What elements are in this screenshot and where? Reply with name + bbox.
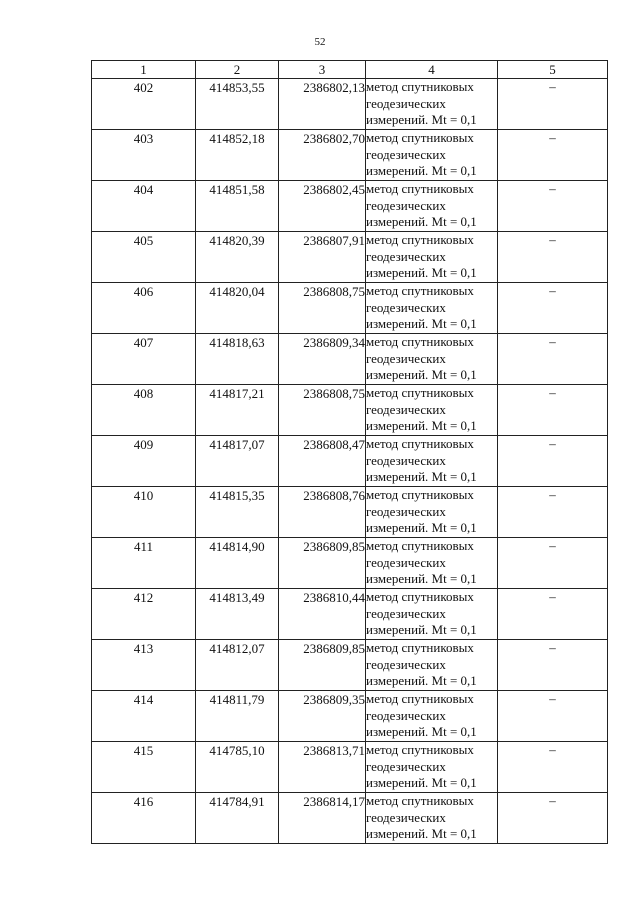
- method-line: метод спутниковых: [366, 538, 474, 553]
- column-header-3: 3: [279, 61, 366, 79]
- note-cell: –: [498, 130, 608, 181]
- method-line: метод спутниковых: [366, 487, 474, 502]
- note-cell: –: [498, 181, 608, 232]
- method-line: измерений. Mt = 0,1: [366, 316, 477, 331]
- coordinate-y: 2386814,17: [279, 793, 366, 844]
- method-line: метод спутниковых: [366, 436, 474, 451]
- method-line: метод спутниковых: [366, 691, 474, 706]
- method-line: измерений. Mt = 0,1: [366, 112, 477, 127]
- method-line: геодезических: [366, 197, 446, 213]
- method-line: измерений. Mt = 0,1: [366, 826, 477, 841]
- coordinate-y: 2386802,45: [279, 181, 366, 232]
- coordinate-x: 414815,35: [196, 487, 279, 538]
- coordinate-y: 2386807,91: [279, 232, 366, 283]
- point-number: 413: [92, 640, 196, 691]
- method-line: метод спутниковых: [366, 283, 474, 298]
- coordinate-x: 414785,10: [196, 742, 279, 793]
- method-line: метод спутниковых: [366, 640, 474, 655]
- method-line: геодезических: [366, 656, 446, 672]
- coordinate-x: 414817,07: [196, 436, 279, 487]
- method-line: геодезических: [366, 146, 446, 162]
- note-cell: –: [498, 385, 608, 436]
- coordinate-x: 414818,63: [196, 334, 279, 385]
- method-line: метод спутниковых: [366, 385, 474, 400]
- method-line: геодезических: [366, 758, 446, 774]
- method-line: метод спутниковых: [366, 742, 474, 757]
- method-line: геодезических: [366, 248, 446, 264]
- table-row: [92, 232, 608, 283]
- coordinate-x: 414851,58: [196, 181, 279, 232]
- method-line: метод спутниковых: [366, 334, 474, 349]
- coordinate-y: 2386808,75: [279, 385, 366, 436]
- coordinate-y: 2386808,75: [279, 283, 366, 334]
- note-cell: –: [498, 283, 608, 334]
- method-line: измерений. Mt = 0,1: [366, 571, 477, 586]
- method-description: [366, 538, 498, 589]
- note-cell: –: [498, 436, 608, 487]
- method-line: метод спутниковых: [366, 232, 474, 247]
- note-cell: –: [498, 232, 608, 283]
- method-line: измерений. Mt = 0,1: [366, 163, 477, 178]
- coordinate-x: 414811,79: [196, 691, 279, 742]
- point-number: 405: [92, 232, 196, 283]
- point-number: 414: [92, 691, 196, 742]
- point-number: 409: [92, 436, 196, 487]
- method-description: [366, 283, 498, 334]
- note-cell: –: [498, 79, 608, 130]
- coordinate-y: 2386808,47: [279, 436, 366, 487]
- page-number: 52: [314, 36, 326, 48]
- method-line: геодезических: [366, 605, 446, 621]
- point-number: 407: [92, 334, 196, 385]
- method-line: геодезических: [366, 299, 446, 315]
- method-line: геодезических: [366, 452, 446, 468]
- column-header-1: 1: [92, 61, 196, 79]
- method-line: метод спутниковых: [366, 130, 474, 145]
- coordinate-y: 2386809,35: [279, 691, 366, 742]
- point-number: 416: [92, 793, 196, 844]
- method-line: метод спутниковых: [366, 181, 474, 196]
- point-number: 402: [92, 79, 196, 130]
- method-line: измерений. Mt = 0,1: [366, 520, 477, 535]
- method-description: [366, 640, 498, 691]
- coordinate-x: 414852,18: [196, 130, 279, 181]
- method-line: измерений. Mt = 0,1: [366, 673, 477, 688]
- method-line: геодезических: [366, 707, 446, 723]
- table-row: [92, 640, 608, 691]
- table-row: [92, 487, 608, 538]
- coordinate-y: 2386808,76: [279, 487, 366, 538]
- point-number: 406: [92, 283, 196, 334]
- note-cell: –: [498, 742, 608, 793]
- coordinate-y: 2386809,85: [279, 640, 366, 691]
- method-line: метод спутниковых: [366, 589, 474, 604]
- method-line: геодезических: [366, 401, 446, 417]
- point-number: 408: [92, 385, 196, 436]
- point-number: 404: [92, 181, 196, 232]
- method-line: измерений. Mt = 0,1: [366, 622, 477, 637]
- coordinate-y: 2386809,34: [279, 334, 366, 385]
- point-number: 411: [92, 538, 196, 589]
- method-line: геодезических: [366, 350, 446, 366]
- method-description: [366, 79, 498, 130]
- method-line: измерений. Mt = 0,1: [366, 214, 477, 229]
- table-row: [92, 283, 608, 334]
- coordinates-table: [91, 60, 608, 844]
- table-row: [92, 793, 608, 844]
- table-row: [92, 742, 608, 793]
- method-description: [366, 385, 498, 436]
- method-line: измерений. Mt = 0,1: [366, 418, 477, 433]
- method-line: метод спутниковых: [366, 79, 474, 94]
- note-cell: –: [498, 334, 608, 385]
- coordinate-y: 2386802,70: [279, 130, 366, 181]
- table-row: [92, 436, 608, 487]
- method-line: геодезических: [366, 809, 446, 825]
- table-row: [92, 385, 608, 436]
- note-cell: –: [498, 538, 608, 589]
- method-description: [366, 742, 498, 793]
- column-header-5: 5: [498, 61, 608, 79]
- note-cell: –: [498, 691, 608, 742]
- point-number: 412: [92, 589, 196, 640]
- coordinate-x: 414853,55: [196, 79, 279, 130]
- method-description: [366, 691, 498, 742]
- method-description: [366, 334, 498, 385]
- method-description: [366, 487, 498, 538]
- coordinate-x: 414820,39: [196, 232, 279, 283]
- method-line: измерений. Mt = 0,1: [366, 265, 477, 280]
- point-number: 410: [92, 487, 196, 538]
- method-description: [366, 436, 498, 487]
- table-row: [92, 538, 608, 589]
- coordinate-x: 414817,21: [196, 385, 279, 436]
- method-line: геодезических: [366, 95, 446, 111]
- table-row: [92, 334, 608, 385]
- coordinate-y: 2386813,71: [279, 742, 366, 793]
- method-line: геодезических: [366, 554, 446, 570]
- coordinate-y: 2386809,85: [279, 538, 366, 589]
- note-cell: –: [498, 487, 608, 538]
- table-header-row: [92, 61, 608, 79]
- coordinate-x: 414812,07: [196, 640, 279, 691]
- method-line: измерений. Mt = 0,1: [366, 469, 477, 484]
- coordinate-x: 414814,90: [196, 538, 279, 589]
- method-line: измерений. Mt = 0,1: [366, 367, 477, 382]
- method-description: [366, 589, 498, 640]
- note-cell: –: [498, 640, 608, 691]
- method-description: [366, 793, 498, 844]
- coordinate-x: 414784,91: [196, 793, 279, 844]
- table-row: [92, 79, 608, 130]
- method-description: [366, 181, 498, 232]
- method-line: геодезических: [366, 503, 446, 519]
- note-cell: –: [498, 589, 608, 640]
- point-number: 415: [92, 742, 196, 793]
- table-row: [92, 691, 608, 742]
- method-line: измерений. Mt = 0,1: [366, 724, 477, 739]
- column-header-2: 2: [196, 61, 279, 79]
- coordinate-x: 414820,04: [196, 283, 279, 334]
- note-cell: –: [498, 793, 608, 844]
- method-description: [366, 232, 498, 283]
- coordinate-y: 2386810,44: [279, 589, 366, 640]
- table-row: [92, 589, 608, 640]
- table-row: [92, 130, 608, 181]
- method-line: измерений. Mt = 0,1: [366, 775, 477, 790]
- coordinate-y: 2386802,13: [279, 79, 366, 130]
- column-header-4: 4: [366, 61, 498, 79]
- method-description: [366, 130, 498, 181]
- coordinate-x: 414813,49: [196, 589, 279, 640]
- point-number: 403: [92, 130, 196, 181]
- table-row: [92, 181, 608, 232]
- method-line: метод спутниковых: [366, 793, 474, 808]
